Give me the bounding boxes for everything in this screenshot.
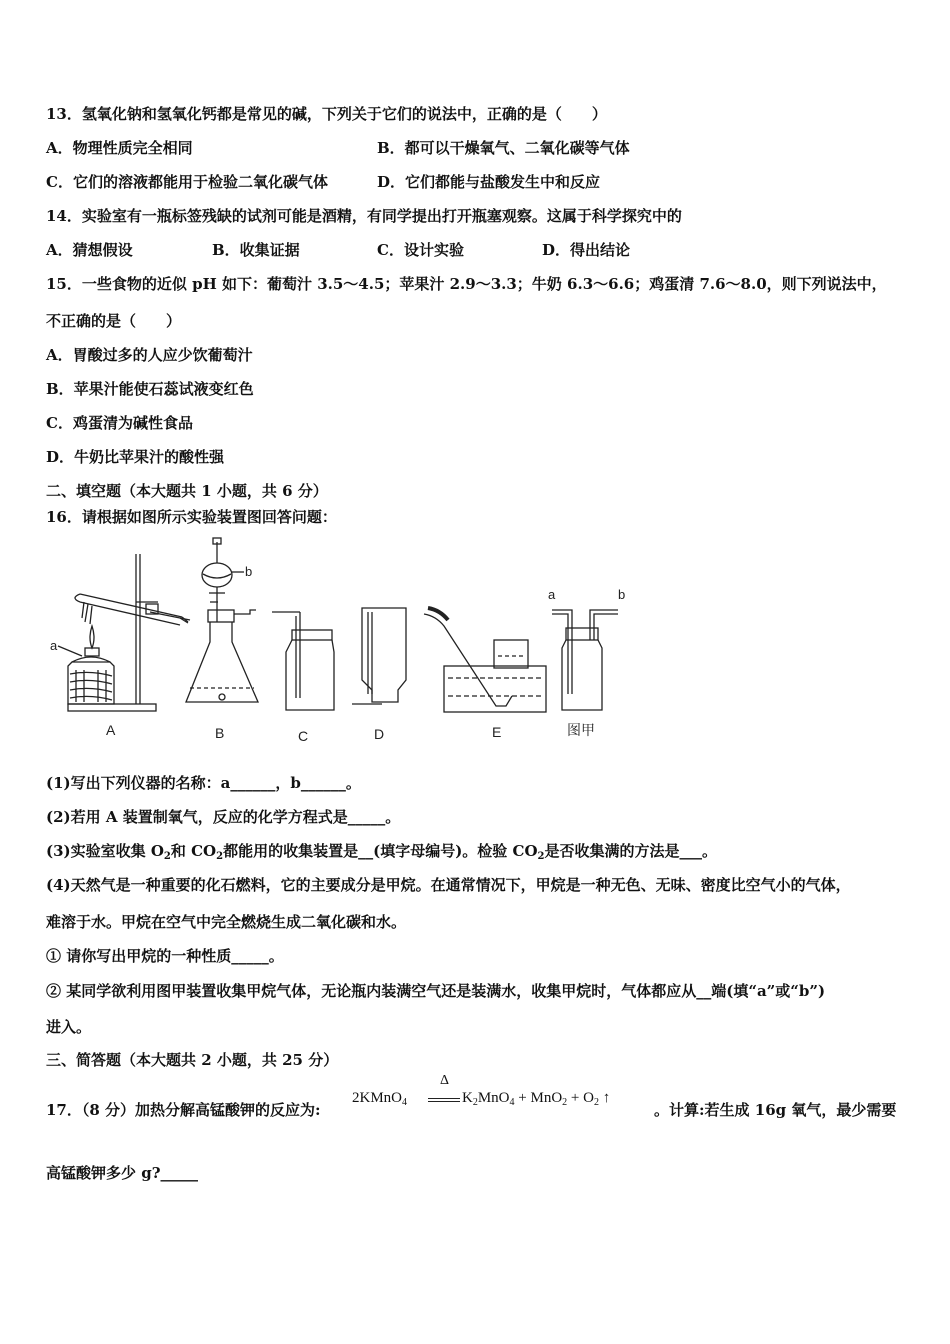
- section-2-heading: 二、填空题（本大题共 1 小题，共 6 分）: [46, 482, 328, 500]
- section-3-heading: 三、简答题（本大题共 2 小题，共 25 分）: [46, 1051, 339, 1069]
- apparatus-d: [352, 608, 406, 742]
- label-b-funnel: b: [245, 564, 253, 579]
- label-apparatus-c: C: [298, 728, 309, 744]
- q17-prefix: 17．（8 分）加热分解高锰酸钾的反应为:: [46, 1101, 321, 1119]
- q15-option-a: A．胃酸过多的人应少饮葡萄汁: [46, 346, 253, 364]
- q14-option-a: A．猜想假设: [46, 241, 133, 259]
- q13-option-a: A．物理性质完全相同: [46, 139, 193, 157]
- apparatus-b: [186, 538, 258, 741]
- q17-suffix: 。计算:若生成 16g 氧气，最少需要: [654, 1101, 897, 1119]
- q13-option-d: D．它们都能与盐酸发生中和反应: [377, 173, 601, 191]
- q14-stem: 14．实验室有一瓶标签残缺的试剂可能是酒精，有同学提出打开瓶塞观察。这属于科学探究中的: [46, 207, 682, 225]
- q16-part6-line2: 进入。: [46, 1018, 92, 1036]
- apparatus-figure: [40, 530, 650, 750]
- q16-part1: (1)写出下列仪器的名称：a______，b______。: [46, 774, 361, 792]
- q16-part4-line1: (4)天然气是一种重要的化石燃料，它的主要成分是甲烷。在通常情况下，甲烷是一种无色、无味、密度比空气小的气体，: [46, 876, 851, 894]
- label-apparatus-jia: 图甲: [567, 722, 595, 738]
- apparatus-jia: [548, 587, 625, 738]
- q16-part2: (2)若用 A 装置制氧气，反应的化学方程式是_____。: [46, 808, 401, 826]
- q13-option-b: B．都可以干燥氧气、二氧化碳等气体: [377, 139, 630, 157]
- q15-option-c: C．鸡蛋清为碱性食品: [46, 414, 193, 432]
- q16-part3: (3)实验室收集 $O_2$和 $CO_2$都能用的收集装置是__(填字母编号)。检验 $CO_2$是否收集满的方法是___。: [46, 842, 718, 862]
- q14-option-c: C．设计实验: [377, 241, 464, 259]
- q14-option-b: B．收集证据: [212, 241, 300, 259]
- label-apparatus-b: B: [215, 725, 225, 741]
- q15-option-b: B．苹果汁能使石蕊试液变红色: [46, 380, 254, 398]
- eq-products: $K_2MnO_4 + MnO_2 + O_2$ ↑: [462, 1090, 611, 1108]
- label-a-jia: a: [548, 587, 556, 602]
- label-apparatus-a: A: [106, 722, 116, 738]
- eq-reactant: 2KMnO$_4$: [352, 1090, 408, 1108]
- apparatus-a: [50, 554, 190, 738]
- q15-stem-cont: 不正确的是（ ）: [46, 312, 182, 330]
- apparatus-e: [424, 608, 546, 740]
- q16-part6-line1: ② 某同学欲利用图甲装置收集甲烷气体，无论瓶内装满空气还是装满水，收集甲烷时，气体都应从__端(填“a”或“b”): [46, 982, 826, 1000]
- q16-part5: ① 请你写出甲烷的一种性质_____。: [46, 947, 284, 965]
- q14-option-d: D．得出结论: [542, 241, 631, 259]
- q16-stem: 16．请根据如图所示实验装置图回答问题：: [46, 508, 337, 526]
- q15-stem: 15．一些食物的近似 pH 如下：葡萄汁 3.5～4.5；苹果汁 2.9～3.3；牛奶 6.3～6.6；鸡蛋清 7.6～8.0，则下列说法中，: [46, 275, 887, 293]
- q17-line2: 高锰酸钾多少 g?_____: [46, 1164, 199, 1182]
- eq-sign: [428, 1098, 460, 1102]
- q15-option-d: D．牛奶比苹果汁的酸性强: [46, 448, 225, 466]
- q16-part4-line2: 难溶于水。甲烷在空气中完全燃烧生成二氧化碳和水。: [46, 913, 407, 931]
- eq-delta: Δ: [440, 1073, 450, 1088]
- label-b-jia: b: [618, 587, 626, 602]
- label-apparatus-e: E: [492, 724, 502, 740]
- apparatus-c: [272, 612, 334, 744]
- label-apparatus-d: D: [374, 726, 385, 742]
- label-a-left: a: [50, 638, 58, 653]
- q13-stem: 13．氢氧化钠和氢氧化钙都是常见的碱，下列关于它们的说法中，正确的是（ ）: [46, 105, 607, 123]
- q13-option-c: C．它们的溶液都能用于检验二氧化碳气体: [46, 173, 328, 191]
